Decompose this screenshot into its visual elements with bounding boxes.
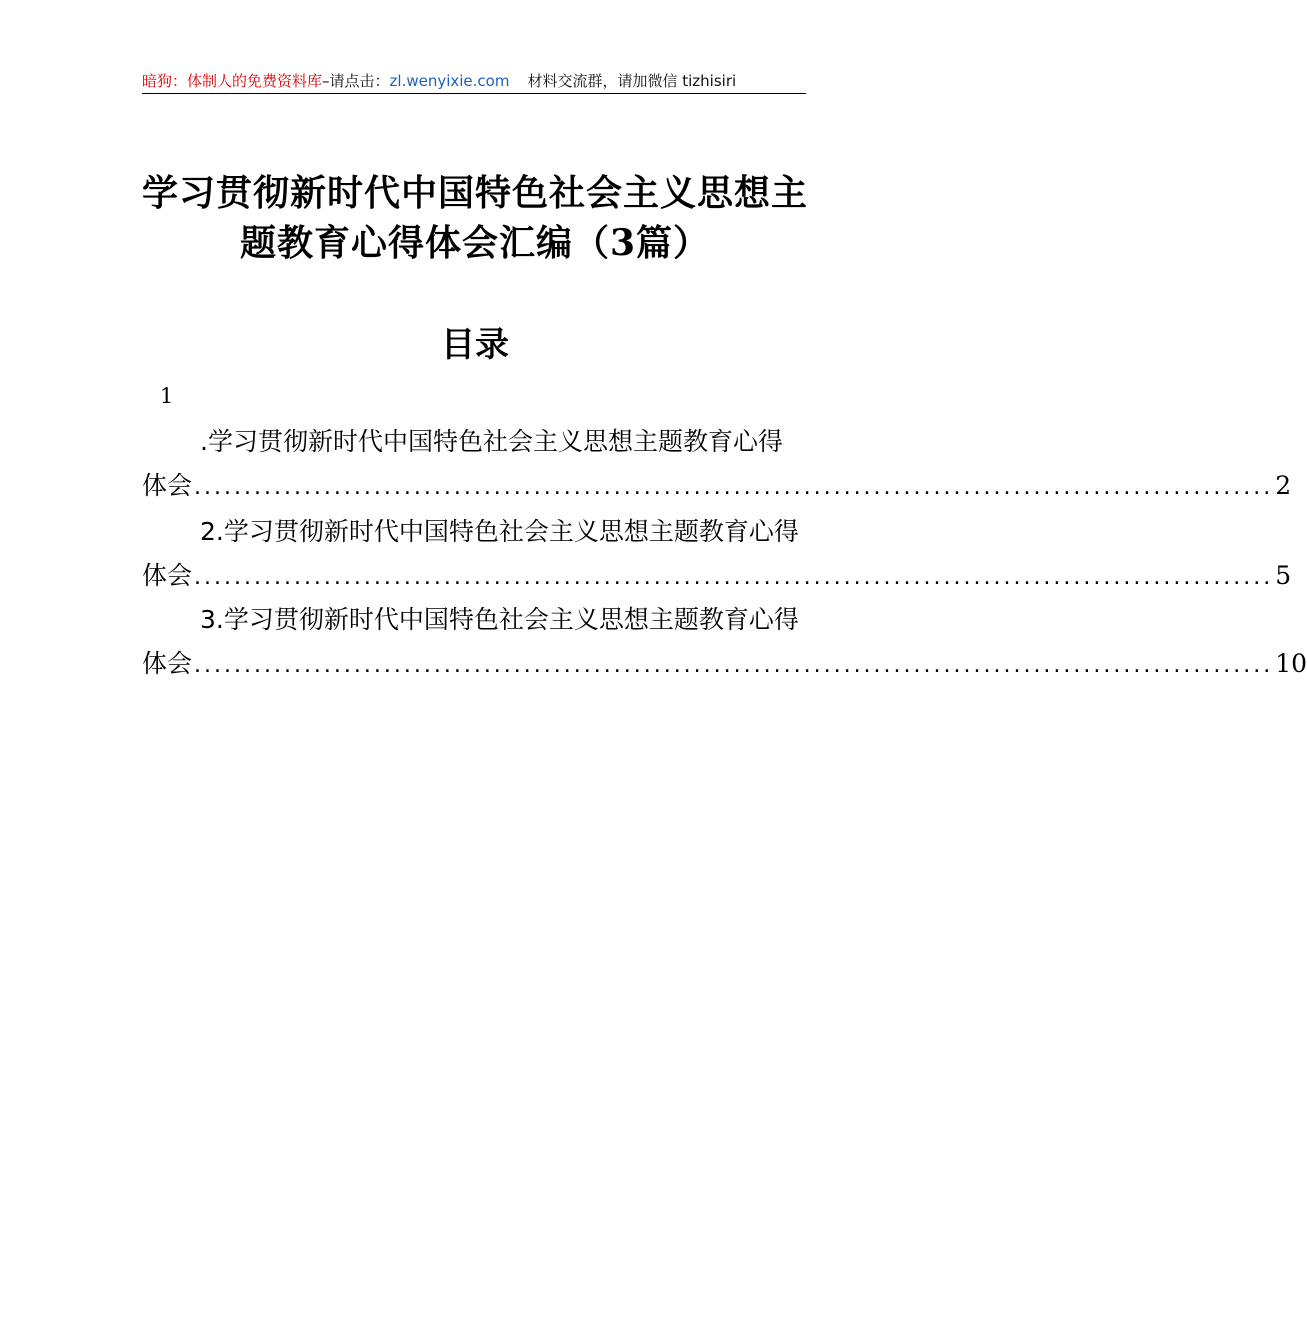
toc-entry-1-dots: ............................................................................................................ — [194, 475, 1274, 500]
toc-entry-2-dots: ............................................................................................................ — [194, 565, 1274, 590]
toc-entry-3-tail: 体会 — [142, 649, 193, 678]
toc-entry-1-leader-line[interactable] — [142, 464, 1292, 508]
toc-entry-2-page: 5 — [1275, 561, 1292, 590]
title-line-1: 学习贯彻新时代中国特色社会主义思想主 — [141, 172, 808, 214]
toc-entry-2-tail: 体会 — [142, 561, 193, 590]
page-header — [142, 70, 806, 92]
toc-entry-3-dots: ............................................................................................................ — [194, 653, 1274, 678]
header-link[interactable]: zl.wenyixie.com — [389, 72, 510, 90]
header-brand: 暗狗：体制人的免费资料库 — [142, 72, 323, 90]
toc-entry-2-leader-line[interactable] — [142, 554, 1292, 598]
header-rule — [142, 93, 806, 94]
toc-entry-3-page: 10 — [1275, 649, 1307, 678]
toc-entry-1-title[interactable]: .学习贯彻新时代中国特色社会主义思想主题教育心得 — [200, 427, 783, 456]
toc-entry-3-leader-line[interactable] — [142, 642, 1307, 686]
document-title — [130, 168, 820, 268]
toc-entry-1-page: 2 — [1275, 471, 1292, 500]
toc-entry-1-tail: 体会 — [142, 471, 193, 500]
toc-stray-number: 1 — [160, 384, 174, 408]
toc-entry-3-title[interactable]: 3.学习贯彻新时代中国特色社会主义思想主题教育心得 — [200, 605, 799, 634]
header-group-note: 材料交流群，请加微信 tizhisiri — [527, 72, 737, 90]
toc-heading: 目录 — [441, 325, 509, 365]
header-prompt: –请点击： — [322, 72, 390, 90]
title-line-2: 题教育心得体会汇编（3篇） — [239, 222, 711, 264]
toc-entry-2-title[interactable]: 2.学习贯彻新时代中国特色社会主义思想主题教育心得 — [200, 517, 799, 546]
